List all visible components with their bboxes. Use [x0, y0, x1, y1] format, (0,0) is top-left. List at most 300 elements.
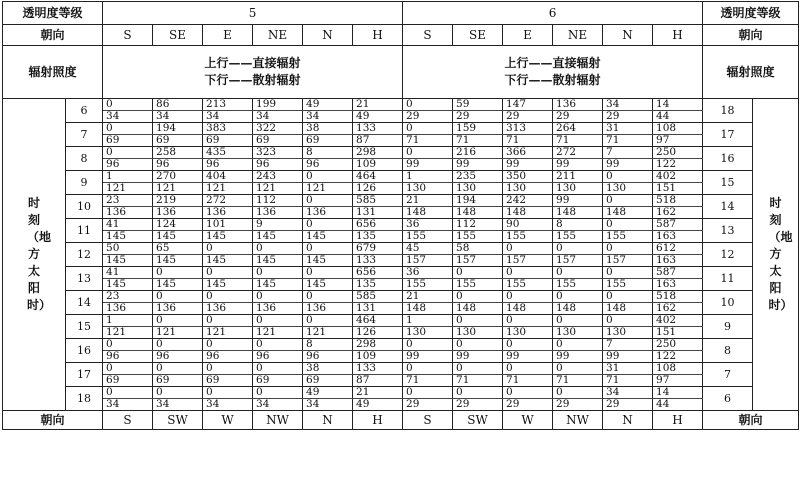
hour-right: 7: [703, 363, 753, 387]
direct-radiation-value: 0: [303, 267, 353, 279]
diffuse-radiation-value: 71: [553, 135, 603, 147]
diffuse-radiation-value: 87: [353, 375, 403, 387]
diffuse-radiation-value: 145: [153, 255, 203, 267]
direct-radiation-value: 0: [453, 291, 503, 303]
diffuse-radiation-value: 148: [453, 207, 503, 219]
direct-radiation-value: 679: [353, 243, 403, 255]
diffuse-radiation-value: 122: [653, 351, 703, 363]
direct-radiation-value: 0: [303, 219, 353, 231]
hour-row-lower: [3, 111, 799, 123]
diffuse-radiation-value: 135: [353, 231, 403, 243]
orientation-top-row: [3, 25, 799, 46]
hour-row-upper: [3, 267, 799, 279]
direct-radiation-value: 656: [353, 219, 403, 231]
diffuse-radiation-value: 136: [303, 303, 353, 315]
direct-radiation-value: 0: [253, 267, 303, 279]
hour-row-upper: [3, 291, 799, 303]
hour-left: 10: [66, 195, 103, 219]
hour-row-upper: [3, 387, 799, 399]
direct-radiation-value: 0: [103, 387, 153, 399]
direct-radiation-value: 0: [403, 387, 453, 399]
direct-radiation-value: 0: [203, 339, 253, 351]
diffuse-radiation-value: 96: [203, 351, 253, 363]
diffuse-radiation-value: 126: [353, 327, 403, 339]
orientation-bottom-4: N: [303, 411, 353, 430]
diffuse-radiation-value: 34: [303, 111, 353, 123]
desc-lower-5: 下行——散射辐射: [204, 73, 301, 87]
direct-radiation-value: 8: [553, 219, 603, 231]
direct-radiation-value: 0: [103, 363, 153, 375]
direct-radiation-value: 0: [103, 99, 153, 111]
direct-radiation-value: 0: [253, 363, 303, 375]
diffuse-radiation-value: 136: [153, 207, 203, 219]
direct-radiation-value: 0: [453, 339, 503, 351]
diffuse-radiation-value: 148: [553, 207, 603, 219]
orientation-right-label: 朝向: [703, 25, 799, 46]
diffuse-radiation-value: 71: [453, 135, 503, 147]
diffuse-radiation-value: 29: [603, 111, 653, 123]
orientation-bottom-1: SW: [153, 411, 203, 430]
direct-radiation-value: 0: [603, 171, 653, 183]
direct-radiation-value: 0: [553, 267, 603, 279]
direct-radiation-value: 272: [203, 195, 253, 207]
direct-radiation-value: 0: [253, 387, 303, 399]
direct-radiation-value: 7: [603, 339, 653, 351]
direct-radiation-value: 0: [203, 291, 253, 303]
direct-radiation-value: 0: [153, 387, 203, 399]
diffuse-radiation-value: 109: [353, 351, 403, 363]
diffuse-radiation-value: 99: [603, 351, 653, 363]
hour-row-lower: [3, 399, 799, 411]
diffuse-radiation-value: 157: [453, 255, 503, 267]
hour-row-upper: [3, 195, 799, 207]
diffuse-radiation-value: 34: [253, 399, 303, 411]
diffuse-radiation-value: 97: [653, 375, 703, 387]
hour-row-upper: [3, 171, 799, 183]
hour-row-lower: [3, 255, 799, 267]
direct-radiation-value: 0: [103, 123, 153, 135]
orientation-top-11: H: [653, 25, 703, 46]
diffuse-radiation-value: 96: [253, 159, 303, 171]
direct-radiation-value: 313: [503, 123, 553, 135]
direct-radiation-value: 322: [253, 123, 303, 135]
direct-radiation-value: 435: [203, 147, 253, 159]
diffuse-radiation-value: 44: [653, 111, 703, 123]
diffuse-radiation-value: 163: [653, 231, 703, 243]
diffuse-radiation-value: 148: [403, 207, 453, 219]
direct-radiation-value: 199: [253, 99, 303, 111]
diffuse-radiation-value: 99: [503, 351, 553, 363]
diffuse-radiation-value: 34: [103, 399, 153, 411]
hour-row-upper: [3, 315, 799, 327]
direct-radiation-value: 124: [153, 219, 203, 231]
orientation-top-7: SE: [453, 25, 503, 46]
direct-radiation-value: 194: [153, 123, 203, 135]
direct-radiation-value: 0: [503, 339, 553, 351]
direct-radiation-value: 34: [603, 387, 653, 399]
hour-left: 14: [66, 291, 103, 315]
diffuse-radiation-value: 34: [153, 111, 203, 123]
diffuse-radiation-value: 69: [103, 135, 153, 147]
direct-radiation-value: 0: [153, 267, 203, 279]
orientation-top-0: S: [103, 25, 153, 46]
diffuse-radiation-value: 49: [353, 399, 403, 411]
direct-radiation-value: 21: [403, 195, 453, 207]
hour-right: 8: [703, 339, 753, 363]
diffuse-radiation-value: 130: [403, 327, 453, 339]
orientation-top-2: E: [203, 25, 253, 46]
footer-orientation-right-label: 朝向: [703, 411, 799, 430]
direct-radiation-value: 585: [353, 291, 403, 303]
diffuse-radiation-value: 71: [403, 375, 453, 387]
direct-radiation-value: 213: [203, 99, 253, 111]
diffuse-radiation-value: 34: [203, 399, 253, 411]
hour-left: 8: [66, 147, 103, 171]
hour-left: 16: [66, 339, 103, 363]
desc-upper-6: 上行——直接辐射: [504, 56, 601, 70]
diffuse-radiation-value: 29: [453, 111, 503, 123]
direct-radiation-value: 58: [453, 243, 503, 255]
orientation-bottom-7: SW: [453, 411, 503, 430]
time-right-label-text: 时刻（地方太阳时）: [768, 196, 793, 312]
hour-row-upper: [3, 99, 799, 111]
direct-radiation-value: 49: [303, 387, 353, 399]
diffuse-radiation-value: 155: [403, 279, 453, 291]
direct-radiation-value: 0: [203, 267, 253, 279]
time-left-label: [3, 99, 66, 411]
diffuse-radiation-value: 131: [353, 207, 403, 219]
hour-left: 9: [66, 171, 103, 195]
direct-radiation-value: 383: [203, 123, 253, 135]
grade-value-5: 5: [103, 2, 403, 25]
diffuse-radiation-value: 71: [553, 375, 603, 387]
hour-row-lower: [3, 351, 799, 363]
diffuse-radiation-value: 69: [303, 135, 353, 147]
hour-row-upper: [3, 147, 799, 159]
time-right-label: [753, 99, 799, 411]
diffuse-radiation-value: 148: [603, 303, 653, 315]
diffuse-radiation-value: 155: [603, 279, 653, 291]
diffuse-radiation-value: 71: [503, 375, 553, 387]
diffuse-radiation-value: 151: [653, 183, 703, 195]
direct-radiation-value: 21: [353, 99, 403, 111]
direct-radiation-value: 0: [503, 291, 553, 303]
diffuse-radiation-value: 130: [503, 327, 553, 339]
direct-radiation-value: 23: [103, 291, 153, 303]
diffuse-radiation-value: 148: [503, 303, 553, 315]
diffuse-radiation-value: 71: [603, 375, 653, 387]
direct-radiation-value: 0: [403, 147, 453, 159]
diffuse-radiation-value: 155: [503, 231, 553, 243]
hour-right: 14: [703, 195, 753, 219]
hour-row-lower: [3, 279, 799, 291]
direct-radiation-value: 0: [253, 291, 303, 303]
diffuse-radiation-value: 29: [403, 399, 453, 411]
diffuse-radiation-value: 99: [603, 159, 653, 171]
diffuse-radiation-value: 99: [553, 159, 603, 171]
diffuse-radiation-value: 155: [453, 231, 503, 243]
direct-radiation-value: 112: [453, 219, 503, 231]
diffuse-radiation-value: 69: [253, 375, 303, 387]
diffuse-radiation-value: 130: [453, 183, 503, 195]
diffuse-radiation-value: 151: [653, 327, 703, 339]
direct-radiation-value: 38: [303, 123, 353, 135]
diffuse-radiation-value: 99: [403, 159, 453, 171]
orientation-bottom-row: [3, 411, 799, 430]
hour-right: 13: [703, 219, 753, 243]
hour-left: 18: [66, 387, 103, 411]
diffuse-radiation-value: 49: [353, 111, 403, 123]
direct-radiation-value: 0: [453, 267, 503, 279]
direct-radiation-value: 464: [353, 315, 403, 327]
direct-radiation-value: 518: [653, 195, 703, 207]
desc-lower-6: 下行——散射辐射: [504, 73, 601, 87]
diffuse-radiation-value: 71: [503, 135, 553, 147]
direct-radiation-value: 0: [253, 315, 303, 327]
orientation-top-10: N: [603, 25, 653, 46]
radiation-right-label: 辐射照度: [703, 46, 799, 99]
direct-radiation-value: 31: [603, 123, 653, 135]
grade-value-6: 6: [403, 2, 703, 25]
grade-right-label: 透明度等级: [703, 2, 799, 25]
diffuse-radiation-value: 136: [153, 303, 203, 315]
direct-radiation-value: 50: [103, 243, 153, 255]
diffuse-radiation-value: 145: [203, 279, 253, 291]
hour-row-lower: [3, 327, 799, 339]
diffuse-radiation-value: 121: [203, 183, 253, 195]
direct-radiation-value: 99: [553, 195, 603, 207]
diffuse-radiation-value: 96: [303, 351, 353, 363]
hour-right: 17: [703, 123, 753, 147]
diffuse-radiation-value: 145: [253, 231, 303, 243]
hour-row-lower: [3, 183, 799, 195]
diffuse-radiation-value: 136: [203, 207, 253, 219]
direct-radiation-value: 258: [153, 147, 203, 159]
direct-radiation-value: 41: [103, 267, 153, 279]
hour-left: 12: [66, 243, 103, 267]
diffuse-radiation-value: 99: [453, 351, 503, 363]
direct-radiation-value: 0: [553, 387, 603, 399]
diffuse-radiation-value: 136: [303, 207, 353, 219]
diffuse-radiation-value: 130: [453, 327, 503, 339]
direct-radiation-value: 147: [503, 99, 553, 111]
direct-radiation-value: 112: [253, 195, 303, 207]
direct-radiation-value: 264: [553, 123, 603, 135]
direct-radiation-value: 41: [103, 219, 153, 231]
diffuse-radiation-value: 69: [153, 375, 203, 387]
direct-radiation-value: 404: [203, 171, 253, 183]
diffuse-radiation-value: 148: [603, 207, 653, 219]
direct-radiation-value: 0: [603, 291, 653, 303]
hour-right: 16: [703, 147, 753, 171]
hour-right: 10: [703, 291, 753, 315]
direct-radiation-value: 21: [403, 291, 453, 303]
hour-left: 17: [66, 363, 103, 387]
direct-radiation-value: 36: [403, 267, 453, 279]
direct-radiation-value: 518: [653, 291, 703, 303]
orientation-top-3: NE: [253, 25, 303, 46]
diffuse-radiation-value: 121: [203, 327, 253, 339]
direct-radiation-value: 0: [253, 339, 303, 351]
diffuse-radiation-value: 29: [553, 111, 603, 123]
direct-radiation-value: 65: [153, 243, 203, 255]
direct-radiation-value: 323: [253, 147, 303, 159]
direct-radiation-value: 0: [553, 243, 603, 255]
hour-left: 15: [66, 315, 103, 339]
diffuse-radiation-value: 122: [653, 159, 703, 171]
diffuse-radiation-value: 155: [553, 231, 603, 243]
direct-radiation-value: 0: [403, 339, 453, 351]
diffuse-radiation-value: 130: [403, 183, 453, 195]
direct-radiation-value: 0: [553, 291, 603, 303]
diffuse-radiation-value: 155: [503, 279, 553, 291]
radiation-label: 辐射照度: [3, 46, 103, 99]
direct-radiation-value: 14: [653, 99, 703, 111]
diffuse-radiation-value: 155: [603, 231, 653, 243]
orientation-bottom-0: S: [103, 411, 153, 430]
hour-right: 12: [703, 243, 753, 267]
direct-radiation-value: 612: [653, 243, 703, 255]
direct-radiation-value: 136: [553, 99, 603, 111]
diffuse-radiation-value: 96: [103, 159, 153, 171]
diffuse-radiation-value: 145: [303, 255, 353, 267]
hour-row-upper: [3, 339, 799, 351]
diffuse-radiation-value: 29: [553, 399, 603, 411]
direct-radiation-value: 0: [203, 387, 253, 399]
direct-radiation-value: 0: [603, 267, 653, 279]
diffuse-radiation-value: 121: [303, 327, 353, 339]
orientation-bottom-8: W: [503, 411, 553, 430]
diffuse-radiation-value: 99: [503, 159, 553, 171]
hour-right: 15: [703, 171, 753, 195]
diffuse-radiation-value: 145: [153, 279, 203, 291]
diffuse-radiation-value: 96: [153, 351, 203, 363]
orientation-top-1: SE: [153, 25, 203, 46]
diffuse-radiation-value: 136: [253, 303, 303, 315]
diffuse-radiation-value: 145: [153, 231, 203, 243]
orientation-top-5: H: [353, 25, 403, 46]
time-left-label-text: 时刻（地方太阳时）: [27, 196, 52, 312]
direct-radiation-value: 133: [353, 123, 403, 135]
diffuse-radiation-value: 69: [303, 375, 353, 387]
diffuse-radiation-value: 131: [353, 303, 403, 315]
diffuse-radiation-value: 148: [553, 303, 603, 315]
direct-radiation-value: 0: [403, 123, 453, 135]
diffuse-radiation-value: 130: [553, 183, 603, 195]
direct-radiation-value: 0: [453, 387, 503, 399]
diffuse-radiation-value: 155: [553, 279, 603, 291]
diffuse-radiation-value: 69: [153, 135, 203, 147]
direct-radiation-value: 0: [603, 219, 653, 231]
diffuse-radiation-value: 99: [403, 351, 453, 363]
diffuse-radiation-value: 136: [103, 303, 153, 315]
diffuse-radiation-value: 145: [103, 255, 153, 267]
direct-radiation-value: 0: [203, 315, 253, 327]
diffuse-radiation-value: 157: [403, 255, 453, 267]
direct-radiation-value: 108: [653, 363, 703, 375]
diffuse-radiation-value: 163: [653, 255, 703, 267]
direct-radiation-value: 101: [203, 219, 253, 231]
direct-radiation-value: 0: [153, 315, 203, 327]
diffuse-radiation-value: 71: [603, 135, 653, 147]
direct-radiation-value: 243: [253, 171, 303, 183]
diffuse-radiation-value: 145: [203, 231, 253, 243]
diffuse-radiation-value: 71: [453, 375, 503, 387]
diffuse-radiation-value: 126: [353, 183, 403, 195]
direct-radiation-value: 350: [503, 171, 553, 183]
direct-radiation-value: 298: [353, 147, 403, 159]
direct-radiation-value: 0: [203, 243, 253, 255]
direct-radiation-value: 211: [553, 171, 603, 183]
diffuse-radiation-value: 29: [403, 111, 453, 123]
diffuse-radiation-value: 29: [503, 111, 553, 123]
diffuse-radiation-value: 99: [553, 351, 603, 363]
direct-radiation-value: 21: [353, 387, 403, 399]
diffuse-radiation-value: 121: [303, 183, 353, 195]
direct-radiation-value: 0: [303, 195, 353, 207]
direct-radiation-value: 464: [353, 171, 403, 183]
direct-radiation-value: 0: [303, 171, 353, 183]
direct-radiation-value: 0: [503, 243, 553, 255]
diffuse-radiation-value: 145: [303, 231, 353, 243]
diffuse-radiation-value: 96: [103, 351, 153, 363]
direct-radiation-value: 0: [453, 315, 503, 327]
diffuse-radiation-value: 157: [603, 255, 653, 267]
diffuse-radiation-value: 135: [353, 279, 403, 291]
solar-radiation-table: [2, 1, 799, 430]
direct-radiation-value: 34: [603, 99, 653, 111]
direct-radiation-value: 0: [603, 315, 653, 327]
direct-radiation-value: 45: [403, 243, 453, 255]
diffuse-radiation-value: 34: [303, 399, 353, 411]
direct-radiation-value: 14: [653, 387, 703, 399]
direct-radiation-value: 270: [153, 171, 203, 183]
orientation-bottom-10: N: [603, 411, 653, 430]
hour-row-upper: [3, 123, 799, 135]
footer-orientation-label: 朝向: [3, 411, 103, 430]
direct-radiation-value: 90: [503, 219, 553, 231]
direct-radiation-value: 8: [303, 339, 353, 351]
direct-radiation-value: 0: [403, 363, 453, 375]
hour-right: 6: [703, 387, 753, 411]
diffuse-radiation-value: 148: [403, 303, 453, 315]
radiation-table-page: [0, 1, 800, 492]
diffuse-radiation-value: 136: [203, 303, 253, 315]
diffuse-radiation-value: 34: [103, 111, 153, 123]
diffuse-radiation-value: 29: [603, 399, 653, 411]
diffuse-radiation-value: 121: [103, 327, 153, 339]
diffuse-radiation-value: 157: [553, 255, 603, 267]
direct-radiation-value: 194: [453, 195, 503, 207]
radiation-description-grade-5: [103, 46, 403, 99]
direct-radiation-value: 0: [603, 243, 653, 255]
diffuse-radiation-value: 162: [653, 303, 703, 315]
orientation-bottom-11: H: [653, 411, 703, 430]
diffuse-radiation-value: 34: [253, 111, 303, 123]
diffuse-radiation-value: 145: [253, 279, 303, 291]
direct-radiation-value: 133: [353, 363, 403, 375]
direct-radiation-value: 0: [403, 99, 453, 111]
direct-radiation-value: 108: [653, 123, 703, 135]
orientation-top-9: NE: [553, 25, 603, 46]
hour-row-lower: [3, 207, 799, 219]
hour-right: 9: [703, 315, 753, 339]
orientation-bottom-6: S: [403, 411, 453, 430]
direct-radiation-value: 1: [103, 171, 153, 183]
direct-radiation-value: 0: [553, 339, 603, 351]
diffuse-radiation-value: 121: [153, 183, 203, 195]
diffuse-radiation-value: 136: [253, 207, 303, 219]
